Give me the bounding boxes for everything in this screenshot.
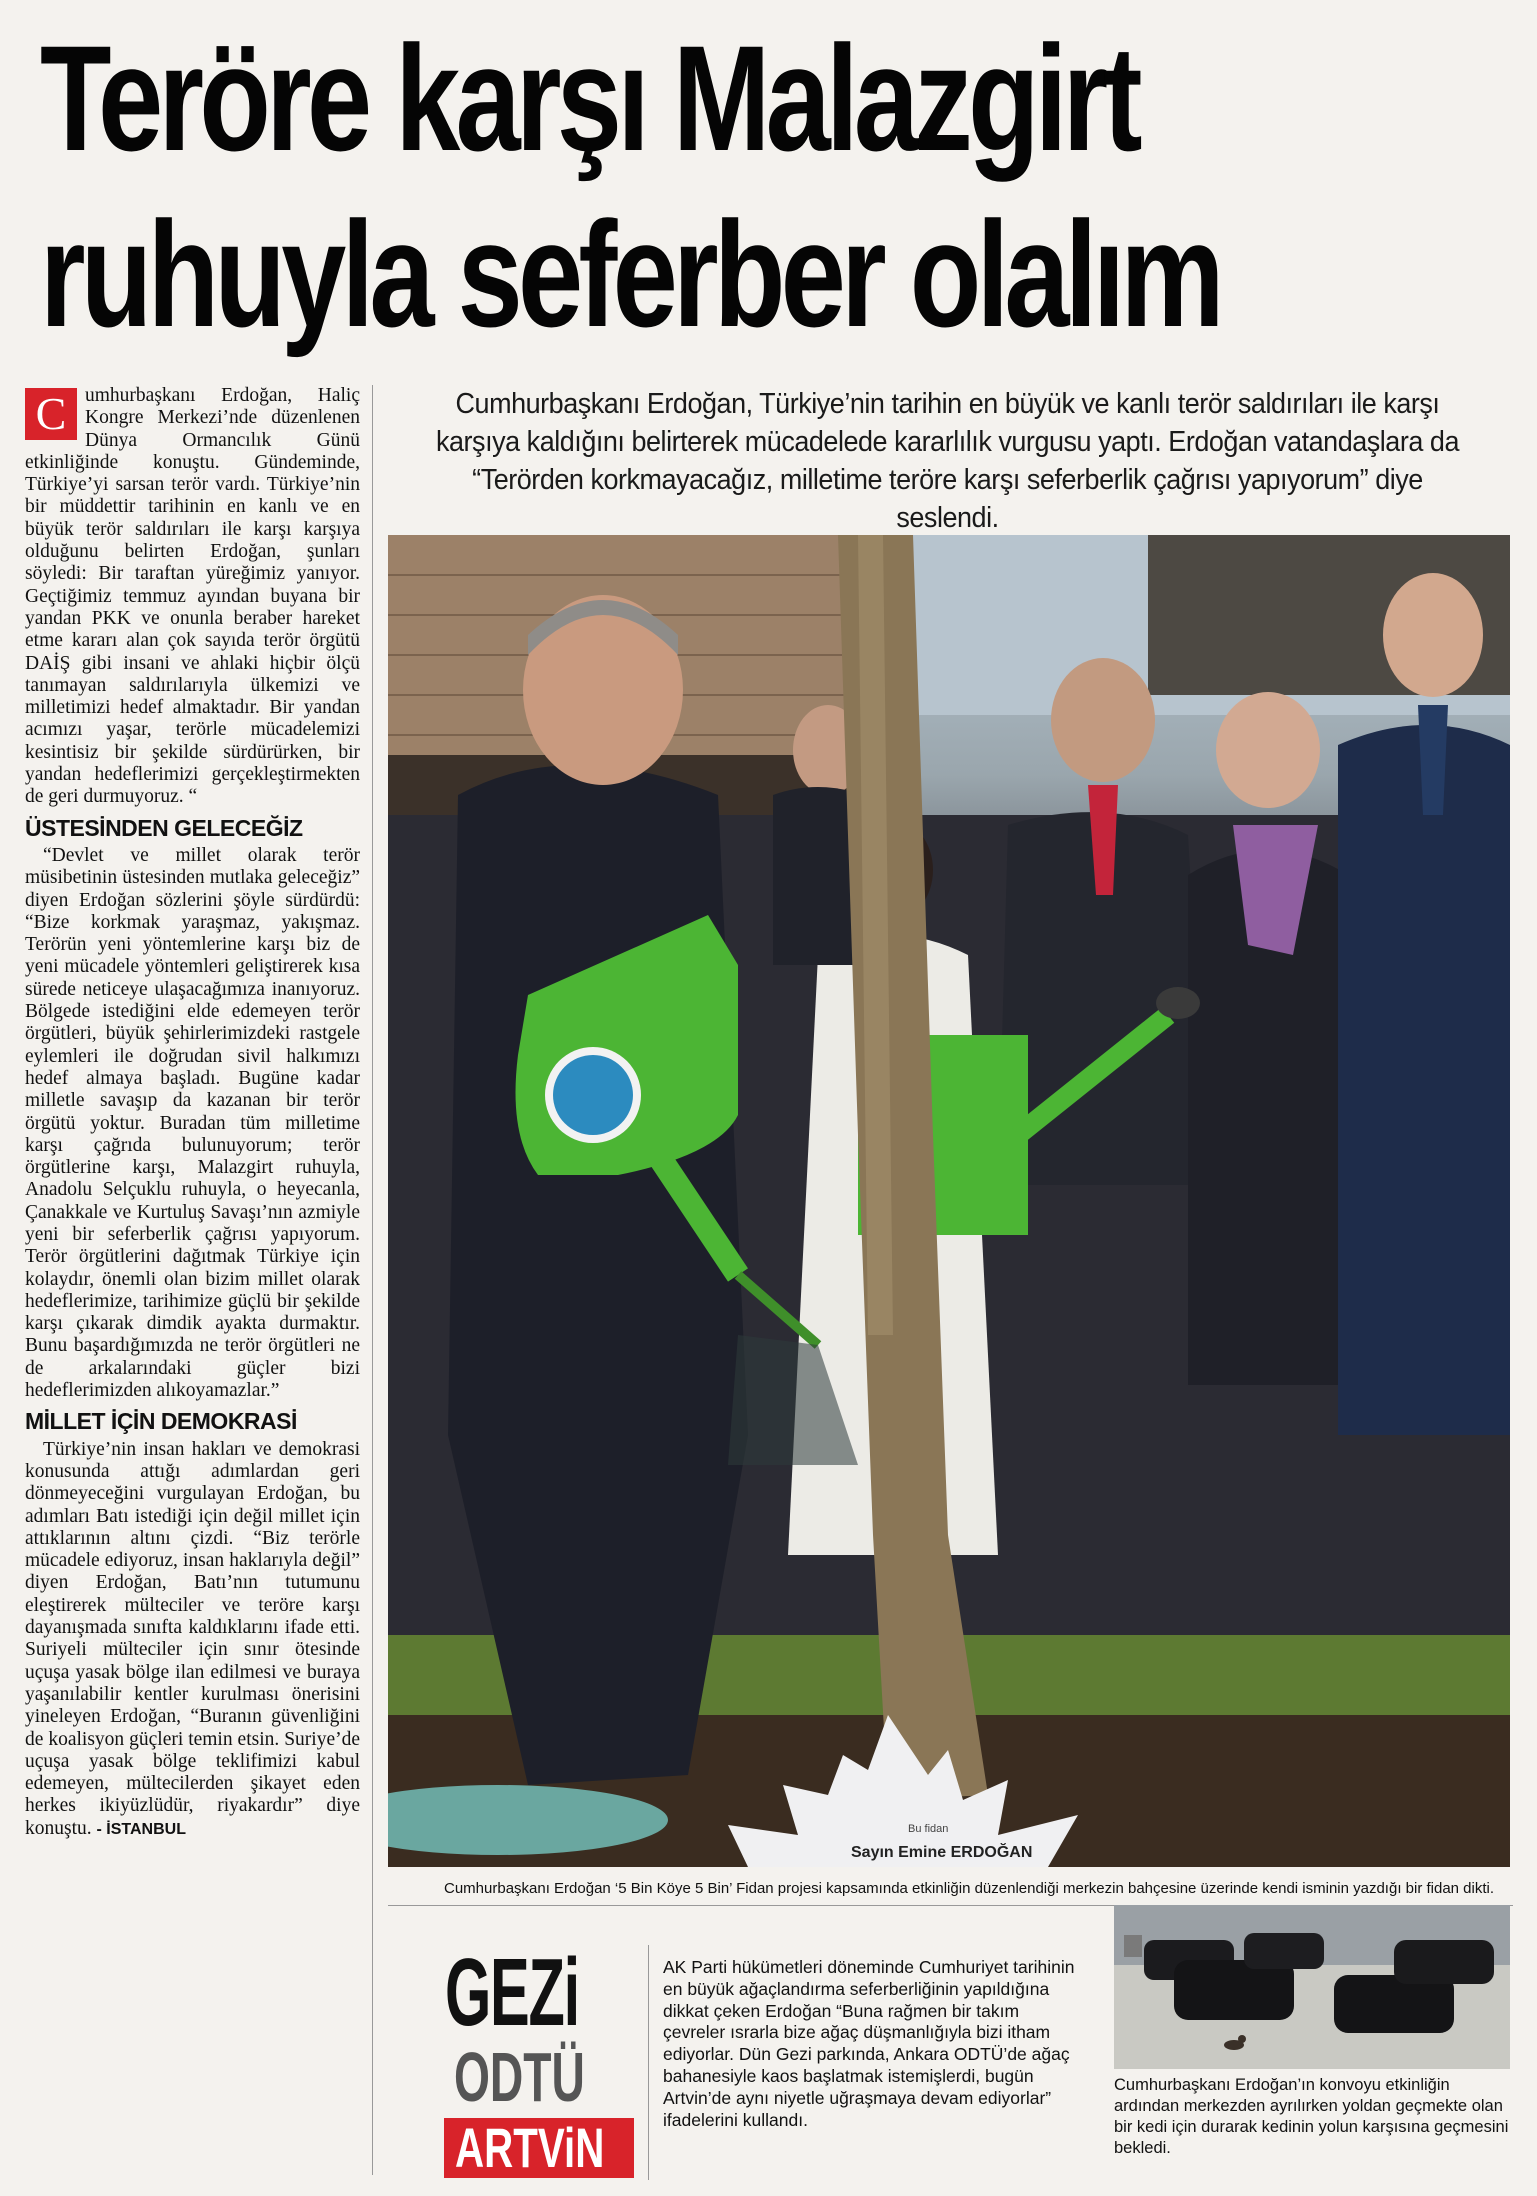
plaque-name-text: Sayın Emine ERDOĞAN [851,1844,1033,1861]
convoy-caption: Cumhurbaşkanı Erdoğan’ın konvoyu etkinliğin ardından merkezden ayrılırken yoldan geçmekte olan bir kedi için durarak kedinin yolun karşısına geçmesini bekledi. [1114,2076,1509,2157]
convoy-photo-image [1114,1905,1510,2069]
subhead-millet: MİLLET İÇİN DEMOKRASİ [25,1408,297,1435]
artvin-tag: ARTViN [455,2116,605,2179]
gezi-divider [648,1945,649,2180]
photo-caption: Cumhurbaşkanı Erdoğan ‘5 Bin Köye 5 Bin’ Fidan projesi kapsamında etkinliğin düzenlendiği merkezin bahçesine üzerinde kendi isminin yazdığı bir fidan dikti. [444,1880,1495,1897]
headline-line-1: Teröre karşı Malazgirt [40,14,1138,182]
paragraph-3-text: Türkiye’nin insan hakları ve demokrasi konusunda attığı adımlardan geri dönmeyeceğini vurgulayan Erdoğan, bu adımları Batı istediği için değil millet için attıklarının altını çizdi. “Biz terörle mücadele ediyoruz, insan haklarıyla değil” diyen Erdoğan, Batı’nın tutumunu eleştirerek mülteciler ve teröre karşı dayanışmada sınıfta kaldıklarını ifade etti. Suriyeli mülteciler için sınır ötesinde uçuşa yasak bölge ilan edilmesi ve buraya yaşanılabilir kentler kurulması önerisini yineleyen Erdoğan, “Buranın güvenliğini de koalisyon güçleri temin etsin. Suriye’de uçuşa yasak bölge teklifimizi kabul edemeyen, mültecilerden şikayet eden herkes ikiyüzlüdür, riyakardır” diye konuştu. [25,1438,360,1839]
paragraph-1-text: umhurbaşkanı Erdoğan, Haliç Kongre Merkezi’nde düzenlenen Dünya Ormancılık Günü etkinliğinde konuştu. Gündeminde, Türkiye’yi sarsan terör vardı. Türkiye’nin bir müddettir tarihinin en kanlı ve en büyük terör saldırıları ile karşı karşıya olduğunu belirten Erdoğan, şunları söyledi: Bir taraftan yüreğimiz yanıyor. Geçtiğimiz temmuz ayından buyana bir yandan PKK ve onunla beraber hareket etme kararı alan çok sayıda terör örgütü DAİŞ gibi insani ve ahlaki hiçbir ölçü tanımayan saldırılarıyla ülkemizi ve milletimizi hedef almaktadır. Bir yandan acımızı yaşar, terörle mücadelemizi kesintisiz bir şekilde sürdürürken, bir yandan hedeflerimizi gerçekleştirmekten de geri durmuyoruz. “ [25,385,360,808]
gezi-title: GEZi [445,1939,579,2046]
article-body [25,385,360,1841]
article-paragraph-3 [25,1439,360,1841]
headline-line-2: ruhuyla seferber olalım [40,190,1220,358]
byline: - İSTANBUL [96,1820,186,1838]
subhead-ustesinden: ÜSTESİNDEN GELECEĞİZ [25,814,303,841]
odtu-title: ODTÜ [454,2038,585,2116]
main-photo [388,535,1510,1867]
spot-text: Cumhurbaşkanı Erdoğan, Türkiye’nin tarihin en büyük ve kanlı terör saldırıları ile karşı karşıya kaldığını belirterek mücadelede kararlılık vurgusu yaptı. Erdoğan vatandaşlara da “Terörden korkmayacağız, milletime teröre karşı seferberlik çağrısı yapıyorum” diye seslendi. [435,388,1459,534]
drop-cap: C [25,388,77,440]
headline [40,10,1220,362]
gezi-text: AK Parti hükümetleri döneminde Cumhuriyet tarihinin en büyük ağaçlandırma seferberliğinin yapıldığına dikkat çeken Erdoğan “Buna rağmen bir takım çevreler ısrarla bize ağaç düşmanlığıyla bizi itham ediyorlar. Dün Gezi parkında, Ankara ODTÜ’de ağaç bahanesiyle kaos başlatmak istemişlerdi, bugün Artvin’de aynı niyetle uğraşmaya devam ediyorlar” ifadelerini kullandı. [663,1957,1075,2130]
convoy-photo [1114,1905,1510,2069]
article-paragraph-2: “Devlet ve millet olarak terör müsibetinin üstesinden mutlaka geleceğiz” diyen Erdoğan sözlerini şöyle sürdürdü: “Bize korkmak yaraşmaz, yakışmaz. Terörün yeni yöntemlerine karşı biz de yeni mücadele yöntemleri geliştirerek kısa sürede neticeye ulaşacağımıza inanıyoruz. Bölgede istediğini elde edemeyen terör örgütleri, büyük şehirlerimizdeki rastgele eylemleri ile doğrudan sivil halkımızı hedef almaya başladı. Bugüne kadar milletle savaşıp da kazanan bir terör örgütü yoktur. Buradan tüm milletime karşı çağrıda bulunuyorum; terör örgütlerine karşı, Malazgirt ruhuyla, Anadolu Selçuklu ruhuyla, o heyecanla, Çanakkale ve Kurtuluş Savaşı’nın azmiyle yeni bir seferberlik çağrısı yapıyorum. Terör örgütlerini dağıtmak Türkiye için kolaydır, önemli olan bizim millet olarak hedeflerimize, tarihimize güçlü bir şekilde karşı çıkarak dimdik ayakta durmaktır. Bunu başardığımızda ne terör örgütleri ne de arkalarındaki güçler bizi hedeflerimizden alıkoyamazlar.” [25,844,360,1402]
plaque-small-text: Bu fidan [908,1823,949,1835]
tree-planting-photo [388,535,1510,1867]
article-paragraph-1 [25,385,360,809]
column-divider [372,385,373,2175]
